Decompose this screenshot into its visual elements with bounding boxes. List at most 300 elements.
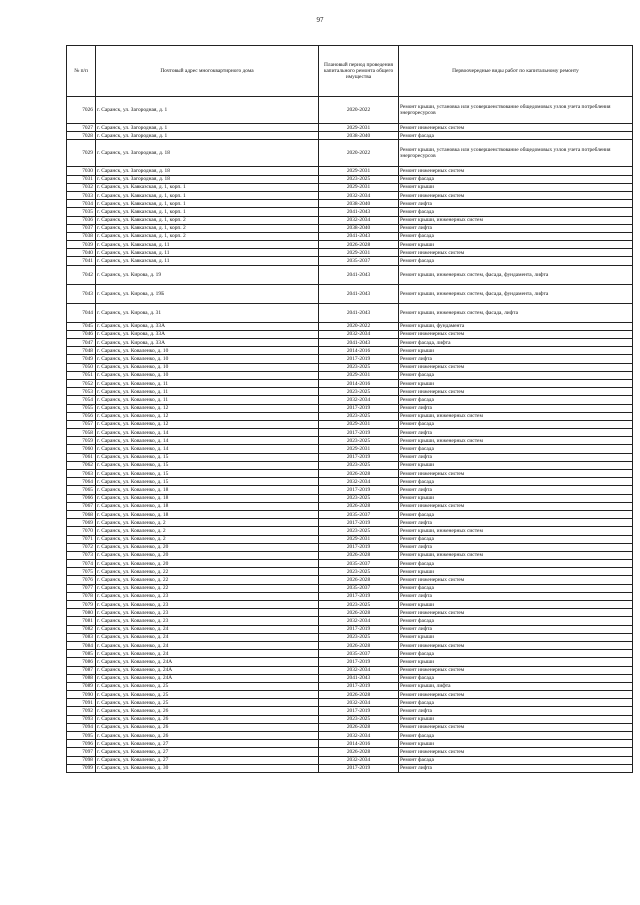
row-address-cell: г. Саранск, ул. Коваленко, д. 23 [96,609,319,617]
row-num-cell: 7094 [67,723,96,731]
row-period-cell: 2032-2034 [319,396,399,404]
table-row [67,396,633,404]
row-period-cell: 2032-2034 [319,330,399,338]
row-works-cell: Ремонт фасада [399,478,633,486]
row-period-cell: 2026-2028 [319,241,399,249]
row-num-cell: 7075 [67,568,96,576]
row-period-cell: 2017-2019 [319,592,399,600]
table-row [67,707,633,715]
header-num: № п/п [67,46,96,97]
row-period-cell: 2035-2037 [319,584,399,592]
table-row [67,241,633,249]
table-row [67,658,633,666]
row-address-cell: г. Саранск, ул. Коваленко, д. 12 [96,412,319,420]
row-num-cell: 7074 [67,560,96,568]
row-address-cell: г. Саранск, ул. Коваленко, д. 18 [96,502,319,510]
row-num-cell: 7068 [67,510,96,518]
table-row [67,124,633,132]
row-num-cell: 7055 [67,404,96,412]
row-works-cell: Ремонт лифта [399,764,633,772]
row-address-cell: г. Саранск, ул. Кавказская, д. 1, корп. 1 [96,183,319,191]
row-address-cell: г. Саранск, ул. Коваленко, д. 15 [96,461,319,469]
row-address-cell: г. Саранск, ул. Коваленко, д. 10 [96,347,319,355]
page-number: 97 [316,16,324,24]
table-row [67,132,633,140]
row-address-cell: г. Саранск, ул. Коваленко, д. 18 [96,494,319,502]
row-works-cell: Ремонт крыши [399,568,633,576]
row-works-cell: Ремонт фасада [399,510,633,518]
table-header-row [67,46,633,97]
table-row [67,535,633,543]
row-works-cell: Ремонт крыши [399,494,633,502]
table-row [67,371,633,379]
row-num-cell: 7083 [67,633,96,641]
row-num-cell: 7040 [67,249,96,257]
row-address-cell: г. Саранск, ул. Коваленко, д. 26 [96,715,319,723]
row-address-cell: г. Саранск, ул. Коваленко, д. 26 [96,723,319,731]
row-num-cell: 7043 [67,284,96,303]
row-period-cell: 2026-2028 [319,723,399,731]
row-num-cell: 7059 [67,437,96,445]
row-period-cell: 2023-2025 [319,363,399,371]
row-num-cell: 7053 [67,388,96,396]
row-address-cell: г. Саранск, ул. Загородная, д. 18 [96,175,319,183]
row-num-cell: 7030 [67,167,96,175]
row-period-cell: 2023-2025 [319,601,399,609]
row-address-cell: г. Саранск, ул. Кавказская, д. 11 [96,257,319,265]
row-num-cell: 7080 [67,609,96,617]
row-works-cell: Ремонт фасада [399,650,633,658]
table-row [67,461,633,469]
row-num-cell: 7077 [67,584,96,592]
row-period-cell: 2014-2016 [319,379,399,387]
row-period-cell: 2041-2043 [319,284,399,303]
table-row [67,420,633,428]
row-period-cell: 2035-2037 [319,257,399,265]
row-works-cell: Ремонт крыши [399,740,633,748]
row-period-cell: 2032-2034 [319,191,399,199]
row-address-cell: г. Саранск, ул. Коваленко, д. 15 [96,478,319,486]
row-num-cell: 7071 [67,535,96,543]
row-address-cell: г. Саранск, ул. Коваленко, д. 20 [96,543,319,551]
row-num-cell: 7047 [67,339,96,347]
row-address-cell: г. Саранск, ул. Коваленко, д. 10 [96,371,319,379]
row-num-cell: 7033 [67,191,96,199]
table-row [67,404,633,412]
table-row [67,388,633,396]
row-num-cell: 7031 [67,175,96,183]
row-num-cell: 7037 [67,224,96,232]
table-row [67,412,633,420]
row-address-cell: г. Саранск, ул. Коваленко, д. 10 [96,363,319,371]
row-period-cell: 2038-2040 [319,224,399,232]
table-row [67,748,633,756]
row-num-cell: 7046 [67,330,96,338]
row-works-cell: Ремонт инженерных систем [399,249,633,257]
row-period-cell: 2023-2025 [319,494,399,502]
row-num-cell: 7066 [67,494,96,502]
row-num-cell: 7065 [67,486,96,494]
row-works-cell: Ремонт крыши [399,633,633,641]
row-works-cell: Ремонт крыши, инженерных систем [399,551,633,559]
table-row [67,592,633,600]
table-row [67,486,633,494]
row-period-cell: 2026-2028 [319,748,399,756]
row-num-cell: 7028 [67,132,96,140]
row-works-cell: Ремонт лифта [399,486,633,494]
row-num-cell: 7050 [67,363,96,371]
table-row [67,429,633,437]
row-address-cell: г. Саранск, ул. Коваленко, д. 27 [96,756,319,764]
row-address-cell: г. Саранск, ул. Загородная, д. 1 [96,97,319,124]
row-period-cell: 2029-2031 [319,535,399,543]
row-num-cell: 7061 [67,453,96,461]
row-period-cell: 2041-2043 [319,265,399,284]
row-num-cell: 7054 [67,396,96,404]
row-period-cell: 2029-2031 [319,167,399,175]
row-works-cell: Ремонт инженерных систем [399,388,633,396]
header-address: Почтовый адрес многоквартирного дома [96,46,319,97]
table-row [67,625,633,633]
table-row [67,257,633,265]
row-works-cell: Ремонт крыши [399,379,633,387]
row-period-cell: 2029-2031 [319,124,399,132]
table-row [67,682,633,690]
row-works-cell: Ремонт крыши [399,601,633,609]
table-row [67,740,633,748]
row-works-cell: Ремонт фасада [399,175,633,183]
row-address-cell: г. Саранск, ул. Коваленко, д. 22 [96,584,319,592]
row-num-cell: 7044 [67,303,96,322]
row-address-cell: г. Саранск, ул. Загородная, д. 1 [96,124,319,132]
row-works-cell: Ремонт инженерных систем [399,470,633,478]
table-row [67,764,633,772]
row-address-cell: г. Саранск, ул. Коваленко, д. 25 [96,699,319,707]
row-works-cell: Ремонт фасада [399,535,633,543]
row-works-cell: Ремонт крыши [399,183,633,191]
table-row [67,527,633,535]
table-row [67,97,633,124]
row-num-cell: 7034 [67,200,96,208]
row-period-cell: 2038-2040 [319,132,399,140]
row-works-cell: Ремонт фасада [399,232,633,240]
row-period-cell: 2014-2016 [319,740,399,748]
row-period-cell: 2023-2025 [319,461,399,469]
row-period-cell: 2026-2028 [319,470,399,478]
row-period-cell: 2017-2019 [319,355,399,363]
row-period-cell: 2032-2034 [319,699,399,707]
header-period: Плановый период проведения капитального ремонта общего имущества [319,46,399,97]
row-num-cell: 7035 [67,208,96,216]
row-address-cell: г. Саранск, ул. Коваленко, д. 24 [96,633,319,641]
row-period-cell: 2041-2043 [319,208,399,216]
table-row [67,633,633,641]
table-row [67,641,633,649]
table-row [67,551,633,559]
row-period-cell: 2029-2031 [319,249,399,257]
table-row [67,232,633,240]
row-works-cell: Ремонт инженерных систем [399,124,633,132]
row-address-cell: г. Саранск, ул. Коваленко, д. 23 [96,601,319,609]
row-num-cell: 7058 [67,429,96,437]
row-num-cell: 7060 [67,445,96,453]
row-address-cell: г. Саранск, ул. Кавказская, д. 1, корп. 1 [96,208,319,216]
row-address-cell: г. Саранск, ул. Коваленко, д. 14 [96,429,319,437]
row-works-cell: Ремонт крыши [399,347,633,355]
row-period-cell: 2038-2040 [319,200,399,208]
row-num-cell: 7097 [67,748,96,756]
row-period-cell: 2041-2043 [319,339,399,347]
row-address-cell: г. Саранск, ул. Коваленко, д. 22 [96,568,319,576]
row-num-cell: 7032 [67,183,96,191]
row-works-cell: Ремонт лифта [399,592,633,600]
row-period-cell: 2041-2043 [319,232,399,240]
row-works-cell: Ремонт лифта [399,224,633,232]
row-works-cell: Ремонт крыши, инженерных систем [399,527,633,535]
row-num-cell: 7073 [67,551,96,559]
row-address-cell: г. Саранск, ул. Кавказская, д. 1, корп. 2 [96,216,319,224]
row-address-cell: г. Саранск, ул. Загородная, д. 18 [96,140,319,167]
table-row [67,510,633,518]
table-row [67,543,633,551]
row-address-cell: г. Саранск, ул. Кирова, д. 19 [96,265,319,284]
row-period-cell: 2017-2019 [319,543,399,551]
table-row [67,723,633,731]
row-address-cell: г. Саранск, ул. Коваленко, д. 12 [96,404,319,412]
table-row [67,355,633,363]
row-num-cell: 7096 [67,740,96,748]
row-period-cell: 2023-2025 [319,527,399,535]
row-works-cell: Ремонт лифта [399,519,633,527]
header-works: Первоочередные виды работ по капитальному ремонту [399,46,633,97]
row-works-cell: Ремонт фасада [399,396,633,404]
row-address-cell: г. Саранск, ул. Коваленко, д. 11 [96,388,319,396]
row-period-cell: 2023-2025 [319,388,399,396]
row-works-cell: Ремонт крыши, инженерных систем [399,437,633,445]
row-address-cell: г. Саранск, ул. Коваленко, д. 2 [96,519,319,527]
table-row [67,601,633,609]
row-period-cell: 2032-2034 [319,666,399,674]
row-num-cell: 7049 [67,355,96,363]
row-period-cell: 2029-2031 [319,183,399,191]
row-works-cell: Ремонт фасада [399,257,633,265]
row-works-cell: Ремонт лифта [399,543,633,551]
row-address-cell: г. Саранск, ул. Коваленко, д. 26 [96,707,319,715]
row-address-cell: г. Саранск, ул. Кирова, д. 31 [96,303,319,322]
row-period-cell: 2032-2034 [319,478,399,486]
row-works-cell: Ремонт фасада [399,584,633,592]
table-row [67,303,633,322]
row-works-cell: Ремонт фасада [399,132,633,140]
row-works-cell: Ремонт инженерных систем [399,641,633,649]
row-address-cell: г. Саранск, ул. Коваленко, д. 24 [96,641,319,649]
table-row [67,691,633,699]
row-num-cell: 7092 [67,707,96,715]
row-works-cell: Ремонт инженерных систем [399,363,633,371]
row-period-cell: 2020-2022 [319,97,399,124]
row-address-cell: г. Саранск, ул. Коваленко, д. 24А [96,658,319,666]
row-period-cell: 2017-2019 [319,486,399,494]
row-num-cell: 7088 [67,674,96,682]
row-works-cell: Ремонт фасада [399,420,633,428]
row-works-cell: Ремонт фасада, лифта [399,339,633,347]
row-num-cell: 7038 [67,232,96,240]
row-num-cell: 7057 [67,420,96,428]
row-num-cell: 7029 [67,140,96,167]
row-period-cell: 2026-2028 [319,609,399,617]
table-row [67,437,633,445]
row-num-cell: 7070 [67,527,96,535]
row-works-cell: Ремонт фасада [399,371,633,379]
row-address-cell: г. Саранск, ул. Коваленко, д. 20 [96,551,319,559]
table-row [67,584,633,592]
row-address-cell: г. Саранск, ул. Загородная, д. 1 [96,132,319,140]
row-period-cell: 2029-2031 [319,371,399,379]
row-address-cell: г. Саранск, ул. Коваленко, д. 12 [96,420,319,428]
row-works-cell: Ремонт крыши [399,715,633,723]
table-row [67,200,633,208]
row-num-cell: 7082 [67,625,96,633]
row-period-cell: 2035-2037 [319,560,399,568]
row-period-cell: 2023-2025 [319,412,399,420]
row-address-cell: г. Саранск, ул. Кавказская, д. 1, корп. 2 [96,232,319,240]
row-works-cell: Ремонт лифта [399,404,633,412]
capital-repair-table [66,45,633,773]
row-works-cell: Ремонт крыши, инженерных систем [399,216,633,224]
row-num-cell: 7062 [67,461,96,469]
table-row [67,330,633,338]
table-row [67,560,633,568]
row-period-cell: 2017-2019 [319,764,399,772]
table-row [67,167,633,175]
row-works-cell: Ремонт крыши, лифта [399,682,633,690]
row-period-cell: 2017-2019 [319,625,399,633]
table-row [67,732,633,740]
row-works-cell: Ремонт крыши, установка или усовершенствование общедомовых узлов учета потребления энергоресурсов [399,97,633,124]
row-address-cell: г. Саранск, ул. Кирова, д. 33А [96,339,319,347]
row-works-cell: Ремонт фасада [399,732,633,740]
row-num-cell: 7078 [67,592,96,600]
row-address-cell: г. Саранск, ул. Кирова, д. 33А [96,330,319,338]
table-row [67,470,633,478]
row-works-cell: Ремонт лифта [399,200,633,208]
row-address-cell: г. Саранск, ул. Кавказская, д. 11 [96,249,319,257]
row-period-cell: 2026-2028 [319,551,399,559]
table-row [67,699,633,707]
row-period-cell: 2029-2031 [319,445,399,453]
row-num-cell: 7095 [67,732,96,740]
row-address-cell: г. Саранск, ул. Кавказская, д. 11 [96,241,319,249]
row-works-cell: Ремонт крыши, фундамента [399,322,633,330]
row-address-cell: г. Саранск, ул. Коваленко, д. 25 [96,682,319,690]
row-address-cell: г. Саранск, ул. Кирова, д. 33А [96,322,319,330]
table-row [67,609,633,617]
row-period-cell: 2032-2034 [319,216,399,224]
table-row [67,183,633,191]
row-address-cell: г. Саранск, ул. Кавказская, д. 1, корп. 1 [96,191,319,199]
row-period-cell: 2032-2034 [319,756,399,764]
row-address-cell: г. Саранск, ул. Коваленко, д. 2 [96,535,319,543]
row-address-cell: г. Саранск, ул. Коваленко, д. 22 [96,576,319,584]
row-works-cell: Ремонт фасада [399,617,633,625]
table-row [67,502,633,510]
row-address-cell: г. Саранск, ул. Коваленко, д. 18 [96,510,319,518]
table-row [67,284,633,303]
table-row [67,175,633,183]
row-num-cell: 7087 [67,666,96,674]
row-works-cell: Ремонт крыши, инженерных систем [399,412,633,420]
row-address-cell: г. Саранск, ул. Загородная, д. 18 [96,167,319,175]
table-row [67,756,633,764]
row-period-cell: 2023-2025 [319,437,399,445]
table-row [67,363,633,371]
table-row [67,666,633,674]
row-num-cell: 7042 [67,265,96,284]
row-works-cell: Ремонт инженерных систем [399,330,633,338]
row-address-cell: г. Саранск, ул. Коваленко, д. 15 [96,453,319,461]
row-works-cell: Ремонт инженерных систем [399,691,633,699]
row-num-cell: 7026 [67,97,96,124]
row-works-cell: Ремонт инженерных систем [399,723,633,731]
row-works-cell: Ремонт крыши, инженерных систем, фасада, лифта [399,303,633,322]
row-num-cell: 7093 [67,715,96,723]
row-period-cell: 2017-2019 [319,404,399,412]
table-row [67,140,633,167]
row-num-cell: 7051 [67,371,96,379]
row-address-cell: г. Саранск, ул. Коваленко, д. 2 [96,527,319,535]
row-works-cell: Ремонт инженерных систем [399,167,633,175]
row-period-cell: 2014-2016 [319,347,399,355]
row-works-cell: Ремонт инженерных систем [399,191,633,199]
row-num-cell: 7067 [67,502,96,510]
row-works-cell: Ремонт лифта [399,707,633,715]
row-works-cell: Ремонт фасада [399,756,633,764]
table-row [67,265,633,284]
row-num-cell: 7089 [67,682,96,690]
table-row [67,519,633,527]
row-period-cell: 2020-2022 [319,140,399,167]
row-address-cell: г. Саранск, ул. Коваленко, д. 11 [96,379,319,387]
row-num-cell: 7045 [67,322,96,330]
row-period-cell: 2026-2028 [319,502,399,510]
table-body [67,97,633,773]
row-period-cell: 2026-2028 [319,641,399,649]
row-address-cell: г. Саранск, ул. Коваленко, д. 20 [96,560,319,568]
row-period-cell: 2017-2019 [319,682,399,690]
row-num-cell: 7099 [67,764,96,772]
row-period-cell: 2032-2034 [319,732,399,740]
row-period-cell: 2026-2028 [319,576,399,584]
row-address-cell: г. Саранск, ул. Кавказская, д. 1, корп. 2 [96,224,319,232]
row-works-cell: Ремонт инженерных систем [399,748,633,756]
row-works-cell: Ремонт крыши, инженерных систем, фасада, фундамента, лифта [399,284,633,303]
row-num-cell: 7086 [67,658,96,666]
row-works-cell: Ремонт крыши [399,461,633,469]
row-period-cell: 2023-2025 [319,633,399,641]
row-works-cell: Ремонт лифта [399,355,633,363]
row-period-cell: 2017-2019 [319,453,399,461]
row-num-cell: 7027 [67,124,96,132]
row-works-cell: Ремонт крыши, установка или усовершенствование общедомовых узлов учета потребления энергоресурсов [399,140,633,167]
table-row [67,650,633,658]
row-num-cell: 7063 [67,470,96,478]
row-address-cell: г. Саранск, ул. Коваленко, д. 11 [96,396,319,404]
row-period-cell: 2017-2019 [319,658,399,666]
row-num-cell: 7084 [67,641,96,649]
table-row [67,617,633,625]
table-row [67,379,633,387]
table-row [67,453,633,461]
